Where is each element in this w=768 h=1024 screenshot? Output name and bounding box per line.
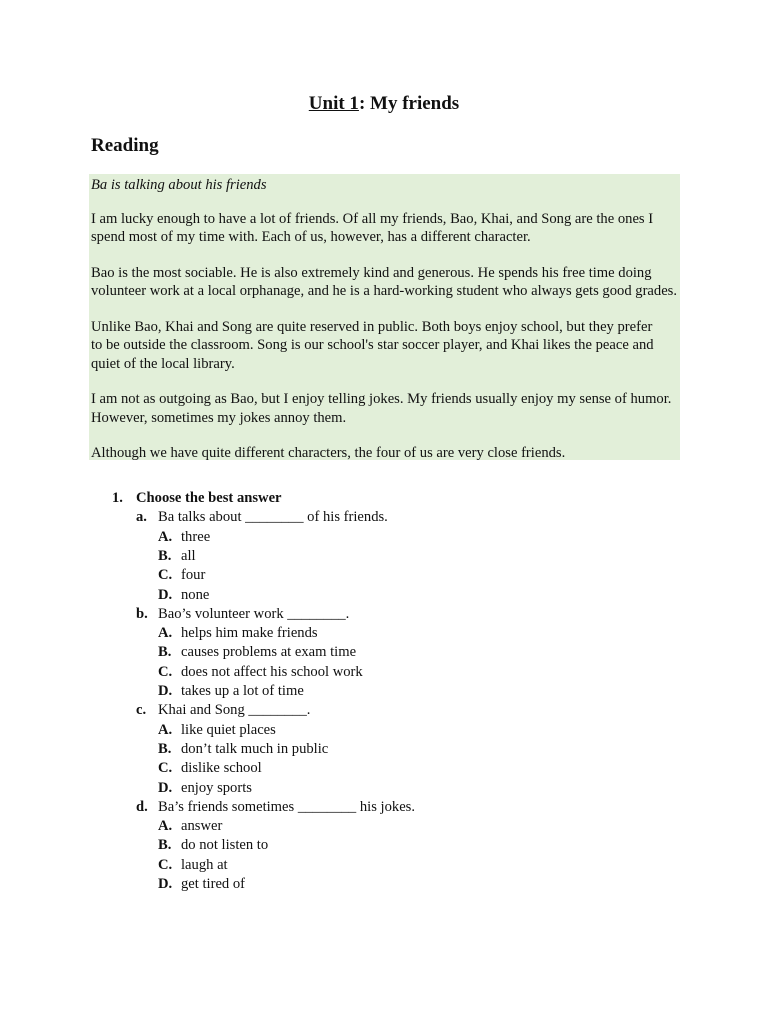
- unit-label: Unit 1: [308, 93, 359, 114]
- option-label: C.: [158, 760, 173, 777]
- option-label: D.: [158, 586, 173, 603]
- answer-option[interactable]: [158, 682, 304, 701]
- question-label: d.: [136, 798, 148, 815]
- option-text: don’t talk much in public: [181, 740, 329, 757]
- passage-paragraph: [91, 210, 680, 247]
- answer-option[interactable]: [158, 779, 252, 798]
- answer-option[interactable]: [158, 643, 356, 662]
- option-text: laugh at: [181, 856, 228, 873]
- option-text: takes up a lot of time: [181, 683, 304, 699]
- passage-intro: Ba is talking about his friends: [91, 177, 267, 193]
- answer-option[interactable]: [158, 875, 245, 894]
- option-text: three: [181, 528, 211, 545]
- answer-option[interactable]: [158, 566, 205, 585]
- answer-option[interactable]: [158, 856, 228, 875]
- option-label: C.: [158, 567, 173, 584]
- answer-option[interactable]: [158, 740, 328, 759]
- answer-option[interactable]: [158, 624, 318, 643]
- passage-line: Unlike Bao, Khai and Song are quite reserved in public. Both boys enjoy school, but they prefer: [91, 318, 653, 335]
- question-label: a.: [136, 509, 147, 526]
- option-text: none: [181, 586, 210, 603]
- option-label: D.: [158, 876, 173, 892]
- option-label: A.: [158, 818, 173, 835]
- exercise-heading: [112, 489, 282, 508]
- option-label: D.: [158, 683, 173, 699]
- option-text: answer: [181, 818, 223, 835]
- option-text: enjoy sports: [181, 779, 252, 796]
- question-text: Ba talks about ________ of his friends.: [158, 509, 388, 526]
- question-label: b.: [136, 605, 148, 622]
- option-text: get tired of: [181, 876, 246, 892]
- passage-paragraph: [91, 390, 680, 427]
- passage-line: quiet of the local library.: [91, 355, 235, 372]
- question-item: [136, 605, 349, 624]
- option-text: all: [181, 547, 196, 564]
- answer-option[interactable]: [158, 663, 363, 682]
- option-text: helps him make friends: [181, 625, 318, 642]
- answer-option[interactable]: [158, 836, 268, 855]
- answer-option[interactable]: [158, 817, 222, 836]
- question-item: [136, 798, 415, 817]
- question-text: Ba’s friends sometimes ________ his jokes.: [158, 798, 415, 815]
- option-label: B.: [158, 547, 172, 564]
- question-text: Khai and Song ________.: [158, 702, 311, 719]
- option-text: dislike school: [181, 760, 262, 777]
- passage-line: volunteer work at a local orphanage, and he is a hard-working student who always gets good grades.: [91, 283, 678, 299]
- option-label: B.: [158, 837, 172, 854]
- option-label: A.: [158, 721, 173, 738]
- section-heading: Reading: [91, 135, 159, 156]
- option-label: D.: [158, 779, 173, 796]
- question-label: c.: [136, 702, 147, 719]
- answer-option[interactable]: [158, 547, 196, 566]
- reading-passage: [89, 174, 680, 460]
- option-label: A.: [158, 528, 173, 545]
- unit-title: : My friends: [358, 93, 460, 114]
- question-item: [136, 701, 310, 720]
- passage-line: to be outside the classroom. Song is our school's star soccer player, and Khai likes the peace and: [91, 337, 654, 353]
- passage-line: I am not as outgoing as Bao, but I enjoy telling jokes. My friends usually enjoy my sense of humor.: [91, 391, 672, 407]
- passage-line: I am lucky enough to have a lot of friends. Of all my friends, Bao, Khai, and Song are the ones I: [91, 210, 654, 227]
- exercise-number: 1.: [112, 490, 123, 506]
- answer-option[interactable]: [158, 721, 276, 740]
- option-text: causes problems at exam time: [181, 644, 357, 661]
- passage-line: Bao is the most sociable. He is also extremely kind and generous. He spends his free time doing: [91, 264, 652, 281]
- passage-paragraphs: [91, 210, 680, 463]
- passage-paragraph: [91, 318, 680, 374]
- option-label: A.: [158, 625, 173, 642]
- page-title: [0, 92, 768, 116]
- exercise-title: Choose the best answer: [136, 490, 282, 506]
- answer-option[interactable]: [158, 586, 209, 605]
- option-text: like quiet places: [181, 721, 276, 738]
- option-label: B.: [158, 740, 172, 757]
- option-label: C.: [158, 663, 173, 680]
- question-text: Bao’s volunteer work ________.: [158, 605, 350, 622]
- option-text: does not affect his school work: [181, 663, 363, 680]
- question-item: [136, 508, 388, 527]
- answer-option[interactable]: [158, 759, 262, 778]
- option-label: C.: [158, 856, 173, 873]
- passage-paragraph: [91, 444, 680, 463]
- option-text: do not listen to: [181, 837, 269, 854]
- passage-line: Although we have quite different characters, the four of us are very close friends.: [91, 445, 566, 461]
- passage-line: spend most of my time with. Each of us, however, has a different character.: [91, 229, 531, 245]
- option-label: B.: [158, 644, 172, 661]
- passage-line: However, sometimes my jokes annoy them.: [91, 409, 347, 426]
- passage-paragraph: [91, 264, 680, 301]
- option-text: four: [181, 567, 206, 584]
- answer-option[interactable]: [158, 528, 210, 547]
